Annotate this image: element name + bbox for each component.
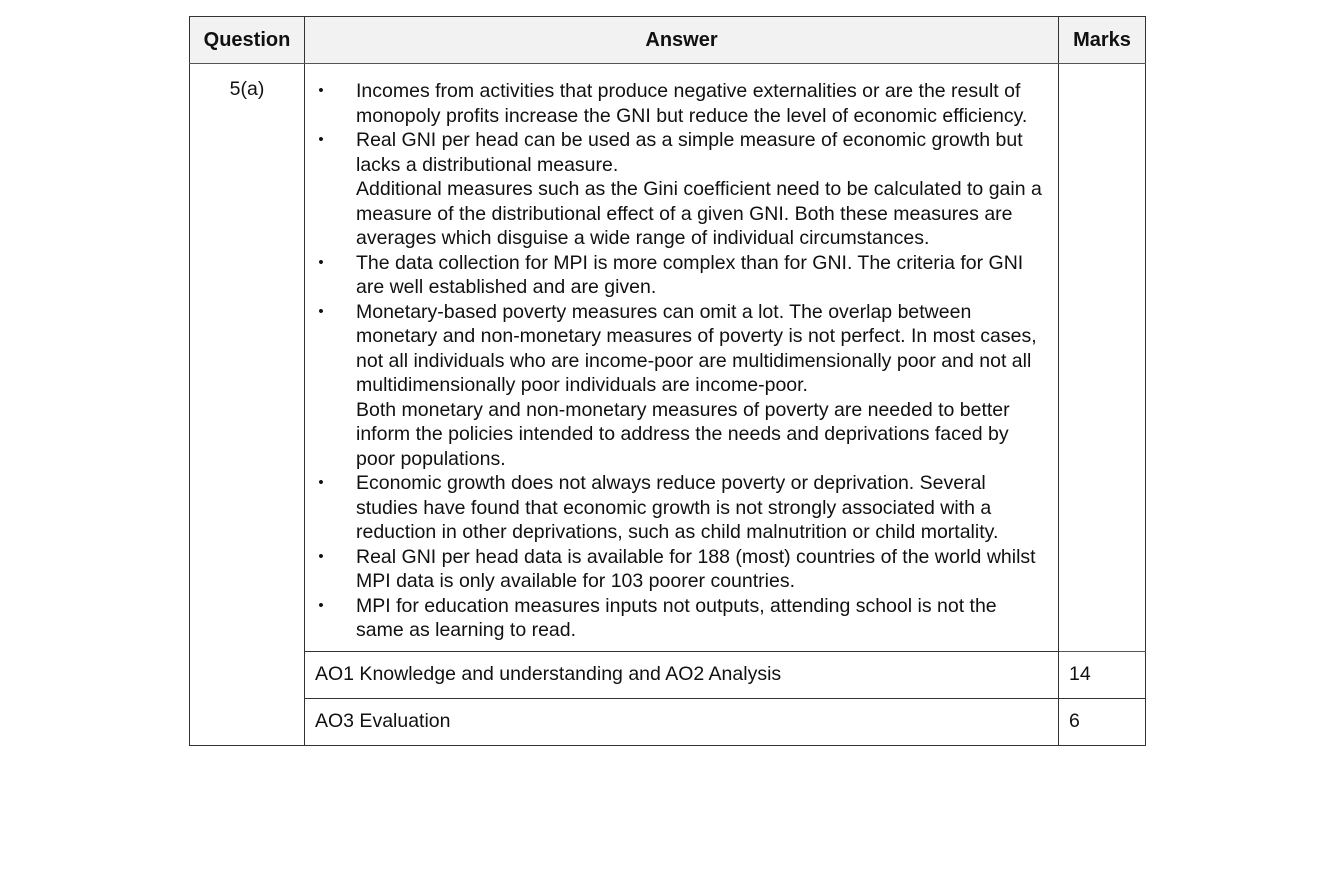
answer-point-text: Additional measures such as the Gini coefficient need to be calculated to gain a measure of the distributional effect of a given GNI. Both these measures are averages which disguise a wide range of individual circumstances. [356,178,1042,249]
answer-point-text: Real GNI per head can be used as a simple measure of economic growth but lacks a distributional measure. [356,129,1023,176]
answer-cell [305,64,1059,652]
marks-cell-empty [1059,64,1146,652]
mark-scheme-table [189,16,1146,746]
answer-point [315,545,1048,594]
bullet-icon: • [318,596,324,614]
answer-point-text: Monetary-based poverty measures can omit a lot. The overlap between monetary and non-monetary measures of poverty is not perfect. In most cases, not all individuals who are income-poor are multidimensionally poor and not all multidimensionally poor individuals are income-poor. [356,300,1037,396]
answer-point [315,128,1048,251]
answer-row [190,64,1146,652]
ao-label: AO1 Knowledge and understanding and AO2 Analysis [305,651,1059,698]
bullet-icon: • [318,474,324,491]
answer-point-text: Real GNI per head data is available for 188 (most) countries of the world whilst MPI data is only available for 103 poorer countries. [356,545,1036,592]
header-marks: Marks [1059,17,1146,64]
ao-label: AO3 Evaluation [305,698,1059,745]
header-row [190,17,1146,64]
header-question: Question [190,17,305,64]
ao-row-2 [190,698,1146,745]
bullet-icon: • [318,131,324,148]
answer-point-text: The data collection for MPI is more complex than for GNI. The criteria for GNI are well established and are given. [356,251,1024,298]
bullet-icon: • [318,547,324,565]
answer-point-text: Both monetary and non-monetary measures of poverty are needed to better inform the policies intended to address the needs and deprivations faced by poor populations. [356,398,1010,470]
answer-points-list [315,79,1048,643]
bullet-icon: • [318,253,324,271]
answer-point [315,471,1048,545]
answer-point [315,251,1048,300]
answer-point [315,300,1048,472]
answer-point-text: Economic growth does not always reduce poverty or deprivation. Several studies have found that economic growth is not strongly associated with a reduction in other deprivations, such as child malnutrition or child mortality. [356,472,999,543]
ao-marks: 6 [1059,698,1146,745]
answer-point-text: MPI for education measures inputs not outputs, attending school is not the same as learning to read. [356,594,997,641]
header-answer: Answer [305,17,1059,64]
bullet-icon: • [318,82,324,99]
ao-marks: 14 [1059,651,1146,698]
ao-row-1 [190,651,1146,698]
question-number: 5(a) [190,64,305,746]
answer-point [315,594,1048,643]
bullet-icon: • [318,302,324,320]
answer-point-text: Incomes from activities that produce negative externalities or are the result of monopoly profits increase the GNI but reduce the level of economic efficiency. [356,80,1028,127]
answer-point [315,79,1048,128]
